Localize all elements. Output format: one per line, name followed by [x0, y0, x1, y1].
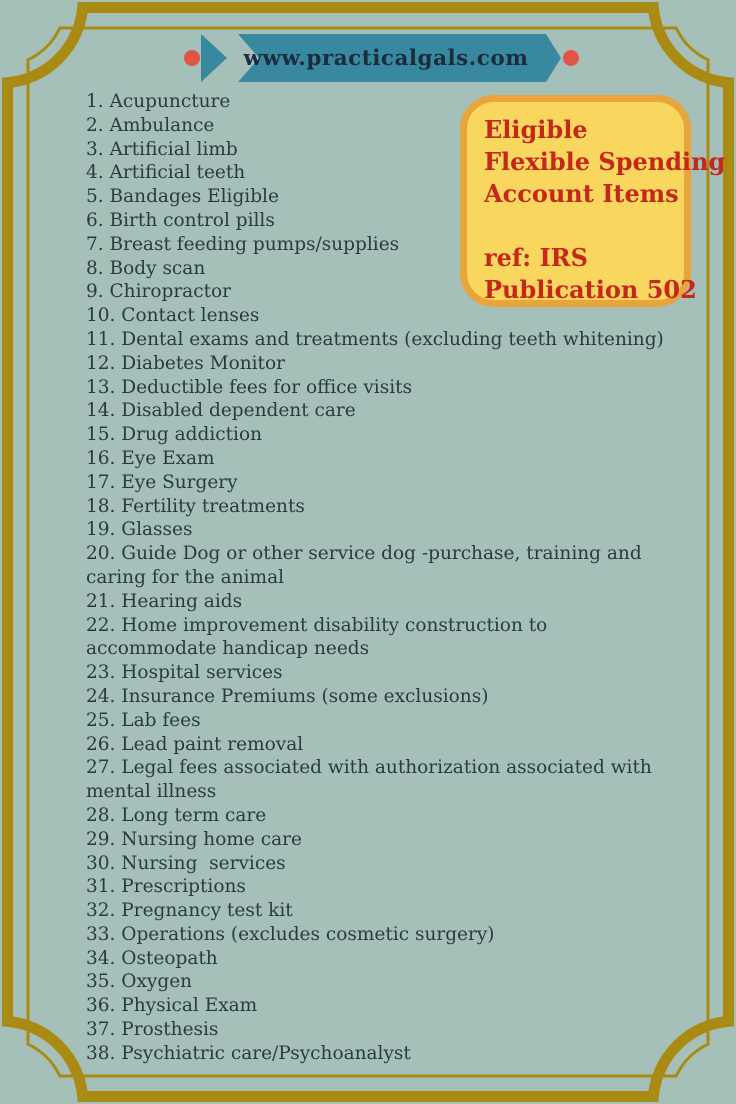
list-item: 24. Insurance Premiums (some exclusions) [86, 685, 489, 707]
list-item: 21. Hearing aids [86, 590, 243, 612]
list-item: 20. Guide Dog or other service dog -purchase, training and caring for the animal [86, 543, 648, 588]
list-item: 14. Disabled dependent care [86, 400, 356, 422]
list-item: 25. Lab fees [86, 709, 201, 731]
title-line: Account Items [484, 179, 679, 208]
red-dot-right-icon [563, 50, 579, 66]
list-item: 7. Breast feeding pumps/supplies [86, 233, 400, 255]
list-item: 38. Psychiatric care/Psychoanalyst [86, 1042, 411, 1064]
list-item: 13. Deductible fees for office visits [86, 376, 413, 398]
list-item: 23. Hospital services [86, 662, 283, 684]
list-item: 6. Birth control pills [86, 209, 275, 231]
list-item: 9. Chiropractor [86, 281, 231, 303]
ribbon-left-tail [201, 34, 227, 82]
list-item: 36. Physical Exam [86, 995, 258, 1017]
list-item: 28. Long term care [86, 804, 267, 826]
list-item: 2. Ambulance [86, 114, 215, 136]
list-item: 35. Oxygen [86, 971, 193, 993]
list-item: 15. Drug addiction [86, 424, 263, 446]
list-item: 29. Nursing home care [86, 828, 302, 850]
list-item: 34. Osteopath [86, 947, 218, 969]
list-item: 5. Bandages Eligible [86, 186, 279, 208]
list-item: 22. Home improvement disability construction to accommodate handicap needs [86, 614, 554, 660]
title-line: Flexible Spending [484, 147, 726, 176]
title-line: ref: IRS [484, 243, 588, 272]
list-item: 12. Diabetes Monitor [86, 352, 285, 374]
list-item: 27. Legal fees associated with authorization associated with mental illness [86, 757, 658, 803]
fsa-list [86, 90, 674, 1066]
list-item: 33. Operations (excludes cosmetic surgery) [86, 923, 495, 945]
list-item: 8. Body scan [86, 257, 206, 279]
title-line: Publication 502 [484, 275, 697, 304]
title-line: Eligible [484, 115, 588, 144]
list-item: 16. Eye Exam [86, 447, 215, 469]
list-item: 1. Acupuncture [86, 91, 231, 112]
list-item: 3. Artificial limb [86, 138, 238, 160]
list-item: 10. Contact lenses [86, 305, 260, 327]
list-item: 18. Fertility treatments [86, 495, 305, 517]
list-item: 4. Artificial teeth [86, 162, 246, 184]
list-item: 37. Prosthesis [86, 1019, 219, 1041]
list-item: 31. Prescriptions [86, 876, 246, 898]
list-item: 32. Pregnancy test kit [86, 900, 293, 922]
list-item: 19. Glasses [86, 519, 193, 541]
red-dot-left-icon [184, 50, 200, 66]
banner-url: www.practicalgals.com [243, 45, 529, 71]
list-item: 30. Nursing services [86, 852, 286, 874]
list-item: 17. Eye Surgery [86, 471, 238, 493]
list-item: 26. Lead paint removal [86, 733, 304, 755]
list-item: 11. Dental exams and treatments (excluding teeth whitening) [86, 328, 664, 350]
